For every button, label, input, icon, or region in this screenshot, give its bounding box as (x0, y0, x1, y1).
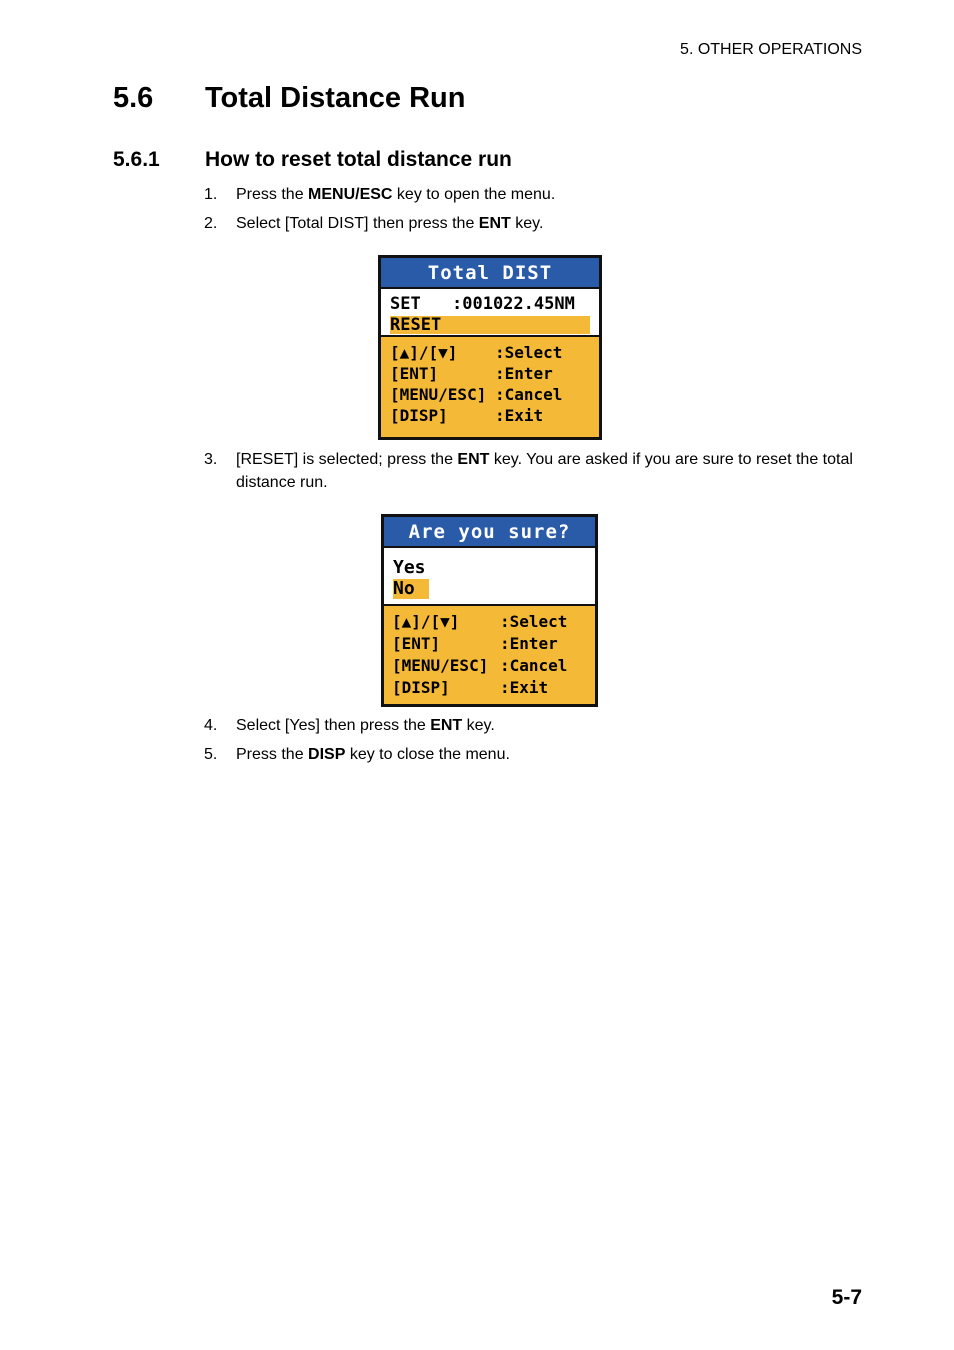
help-key: [ENT] (392, 634, 441, 653)
help-action: :Enter (500, 634, 558, 653)
screen-body (381, 287, 599, 337)
set-label: SET (390, 294, 421, 314)
key-help (384, 606, 595, 704)
step-text: Select [Yes] then press the (236, 717, 431, 734)
help-row (390, 342, 591, 363)
step-text: key to open the menu. (392, 186, 556, 203)
confirm-screen (381, 514, 598, 707)
help-key: [DISP] (392, 678, 450, 697)
help-action: :Select (495, 343, 563, 362)
step-text: key. (462, 717, 495, 734)
running-header: 5. OTHER OPERATIONS (680, 41, 862, 58)
step-text: key. You are asked if you are sure to reset the total distance run. (236, 451, 853, 491)
help-row (390, 363, 591, 384)
page-number: 5-7 (831, 1286, 862, 1309)
step-number: 3. (204, 451, 218, 468)
help-key: [▲]/[▼] (390, 343, 458, 362)
step-key: ENT (478, 215, 511, 232)
step-number: 1. (204, 186, 218, 203)
section-title-text: Total Distance Run (205, 82, 466, 114)
step-4 (204, 714, 864, 737)
step-key: ENT (457, 451, 490, 468)
step-key: DISP (308, 746, 346, 763)
step-text: [RESET] is selected; press the (236, 451, 458, 468)
help-row (392, 611, 589, 633)
step-key: MENU/ESC (308, 186, 393, 203)
help-key: [▲]/[▼] (392, 612, 460, 631)
section-title (113, 82, 466, 115)
help-row (390, 384, 591, 405)
help-action: :Exit (495, 406, 544, 425)
subsection-title-text: How to reset total distance run (205, 148, 512, 171)
step-number: 2. (204, 215, 218, 232)
step-text: Press the (236, 186, 309, 203)
step-number: 5. (204, 746, 218, 763)
help-key: [DISP] (390, 406, 448, 425)
help-row (392, 677, 589, 699)
help-key: [MENU/ESC] (390, 385, 487, 404)
option-yes[interactable]: Yes (393, 557, 426, 578)
reset-item[interactable]: RESET (390, 316, 590, 334)
help-key: [ENT] (390, 364, 439, 383)
screen-title: Are you sure? (384, 517, 595, 546)
step-text: key. (510, 215, 544, 232)
key-help (381, 337, 599, 437)
subsection-title (113, 148, 512, 172)
step-text: Select [Total DIST] then press the (236, 215, 479, 232)
step-text: Press the (236, 746, 309, 763)
help-action: :Select (500, 612, 568, 631)
help-action: :Enter (495, 364, 553, 383)
step-key: ENT (430, 717, 463, 734)
set-row (390, 293, 592, 315)
help-action: :Exit (500, 678, 549, 697)
subsection-number: 5.6.1 (113, 148, 160, 171)
help-row (390, 405, 591, 426)
step-3 (204, 448, 864, 494)
set-value: :001022.45NM (452, 294, 575, 314)
step-1 (204, 183, 864, 206)
help-row (392, 633, 589, 655)
section-number: 5.6 (113, 82, 154, 114)
step-5 (204, 743, 864, 766)
step-text: key to close the menu. (345, 746, 510, 763)
help-key: [MENU/ESC] (392, 656, 489, 675)
step-number: 4. (204, 717, 218, 734)
help-action: :Cancel (500, 656, 568, 675)
step-2 (204, 212, 864, 235)
help-action: :Cancel (495, 385, 563, 404)
help-row (392, 655, 589, 677)
total-dist-screen (378, 255, 602, 440)
screen-title: Total DIST (381, 258, 599, 287)
option-no[interactable]: No (393, 579, 429, 599)
screen-body (384, 546, 595, 606)
